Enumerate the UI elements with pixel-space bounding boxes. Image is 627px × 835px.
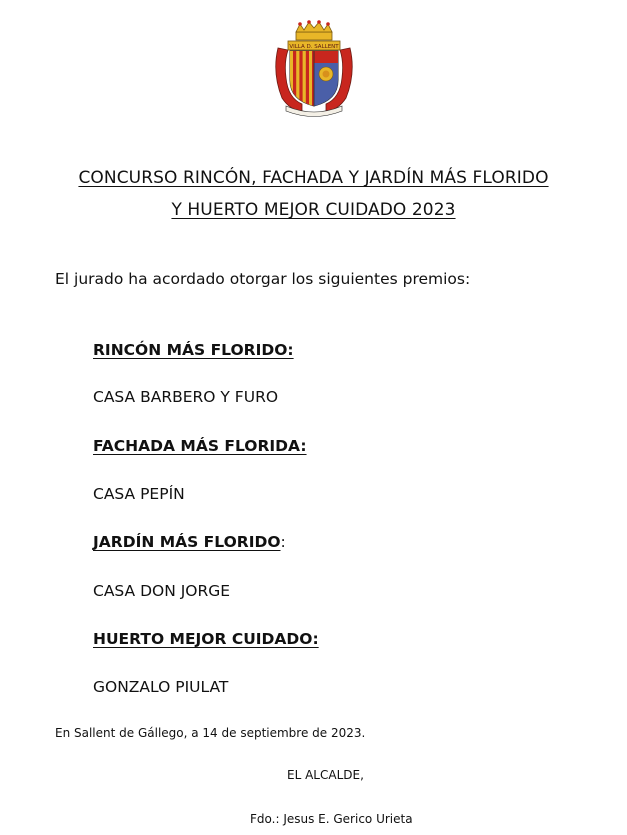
award-category-rincon: RINCÓN MÁS FLORIDO: [93, 341, 294, 359]
crest-banner-text: VILLA D. SALLENT [289, 44, 339, 50]
award-category-jardin-row [93, 533, 286, 551]
award-category-huerto: HUERTO MEJOR CUIDADO: [93, 630, 319, 648]
award-category-jardin-colon: : [280, 533, 286, 551]
award-winner-rincon: CASA BARBERO Y FURO [93, 388, 279, 406]
document-title-line-1: CONCURSO RINCÓN, FACHADA Y JARDÍN MÁS FLORIDO [78, 168, 549, 188]
award-winner-huerto: GONZALO PIULAT [93, 678, 229, 696]
signature-name: Fdo.: Jesus E. Gerico Urieta [250, 812, 413, 826]
intro-text: El jurado ha acordado otorgar los siguientes premios: [55, 270, 471, 288]
date-line: En Sallent de Gállego, a 14 de septiembre de 2023. [55, 726, 366, 740]
award-winner-fachada: CASA PEPÍN [93, 485, 185, 503]
coat-of-arms-icon [272, 18, 356, 118]
signature-role: EL ALCALDE, [287, 768, 364, 782]
award-category-fachada: FACHADA MÁS FLORIDA: [93, 437, 307, 455]
award-winner-jardin: CASA DON JORGE [93, 582, 231, 600]
award-category-jardin: JARDÍN MÁS FLORIDO [93, 533, 281, 551]
document-title-line-2: Y HUERTO MEJOR CUIDADO 2023 [171, 200, 456, 220]
